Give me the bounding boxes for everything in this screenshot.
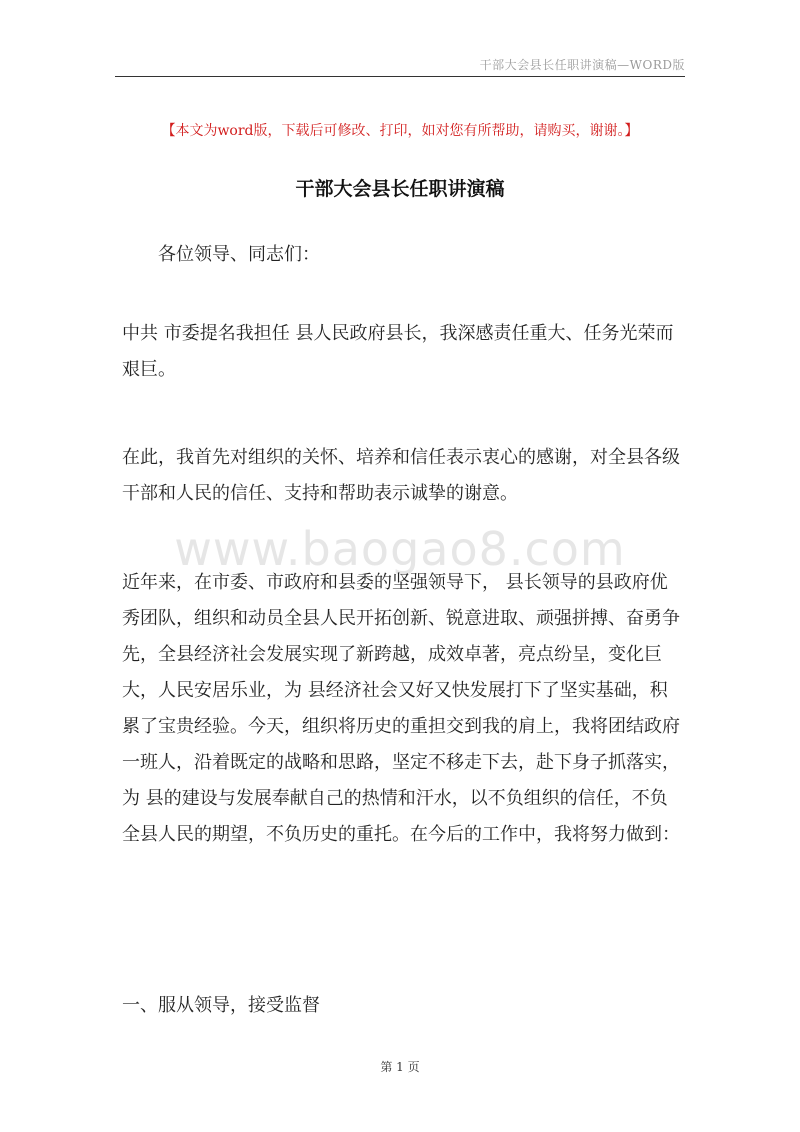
paragraph-nomination: 中共 市委提名我担任 县人民政府县长，我深感责任重大、任务光荣而艰巨。 xyxy=(122,323,674,380)
watermark: www.baogao8.com xyxy=(174,522,626,576)
salutation: 各位领导、同志们： xyxy=(158,244,320,265)
paragraph-thanks: 在此，我首先对组织的关怀、培养和信任表示衷心的感谢，对全县各级干部和人民的信任、支持和帮助表示诚挚的谢意。 xyxy=(122,447,680,504)
purchase-notice: 【本文为word版，下载后可修改、打印，如对您有所帮助，请购买，谢谢。】 xyxy=(161,123,639,139)
paragraph-achievements: 近年来，在市委、市政府和县委的坚强领导下， 县长领导的县政府优秀团队，组织和动员全县人民开拓创新、锐意进取、顽强拼搏、奋勇争先，全县经济社会发展实现了新跨越，成效卓著，亮点纷呈，变化巨大，人民安居乐业，为 县经济社会又好又快发展打下了坚实基础，积累了宝贵经验。今天，组织将历史的重担交到我的肩上，我将团结政府一班人，沿着既定的战略和思路，坚定不移走下去，赴下身子抓落实，为 县的建设与发展奉献自己的热情和汗水，以不负组织的信任，不负全县人民的期望，不负历史的重托。在今后的工作中，我将努力做到： xyxy=(122,572,680,845)
header-title: 干部大会县长任职讲演稿—WORD版 xyxy=(479,58,685,72)
header-divider xyxy=(115,76,685,77)
document-title: 干部大会县长任职讲演稿 xyxy=(295,178,505,200)
section-heading-1: 一、服从领导，接受监督 xyxy=(122,995,320,1016)
page-number: 第 1 页 xyxy=(380,1060,420,1074)
